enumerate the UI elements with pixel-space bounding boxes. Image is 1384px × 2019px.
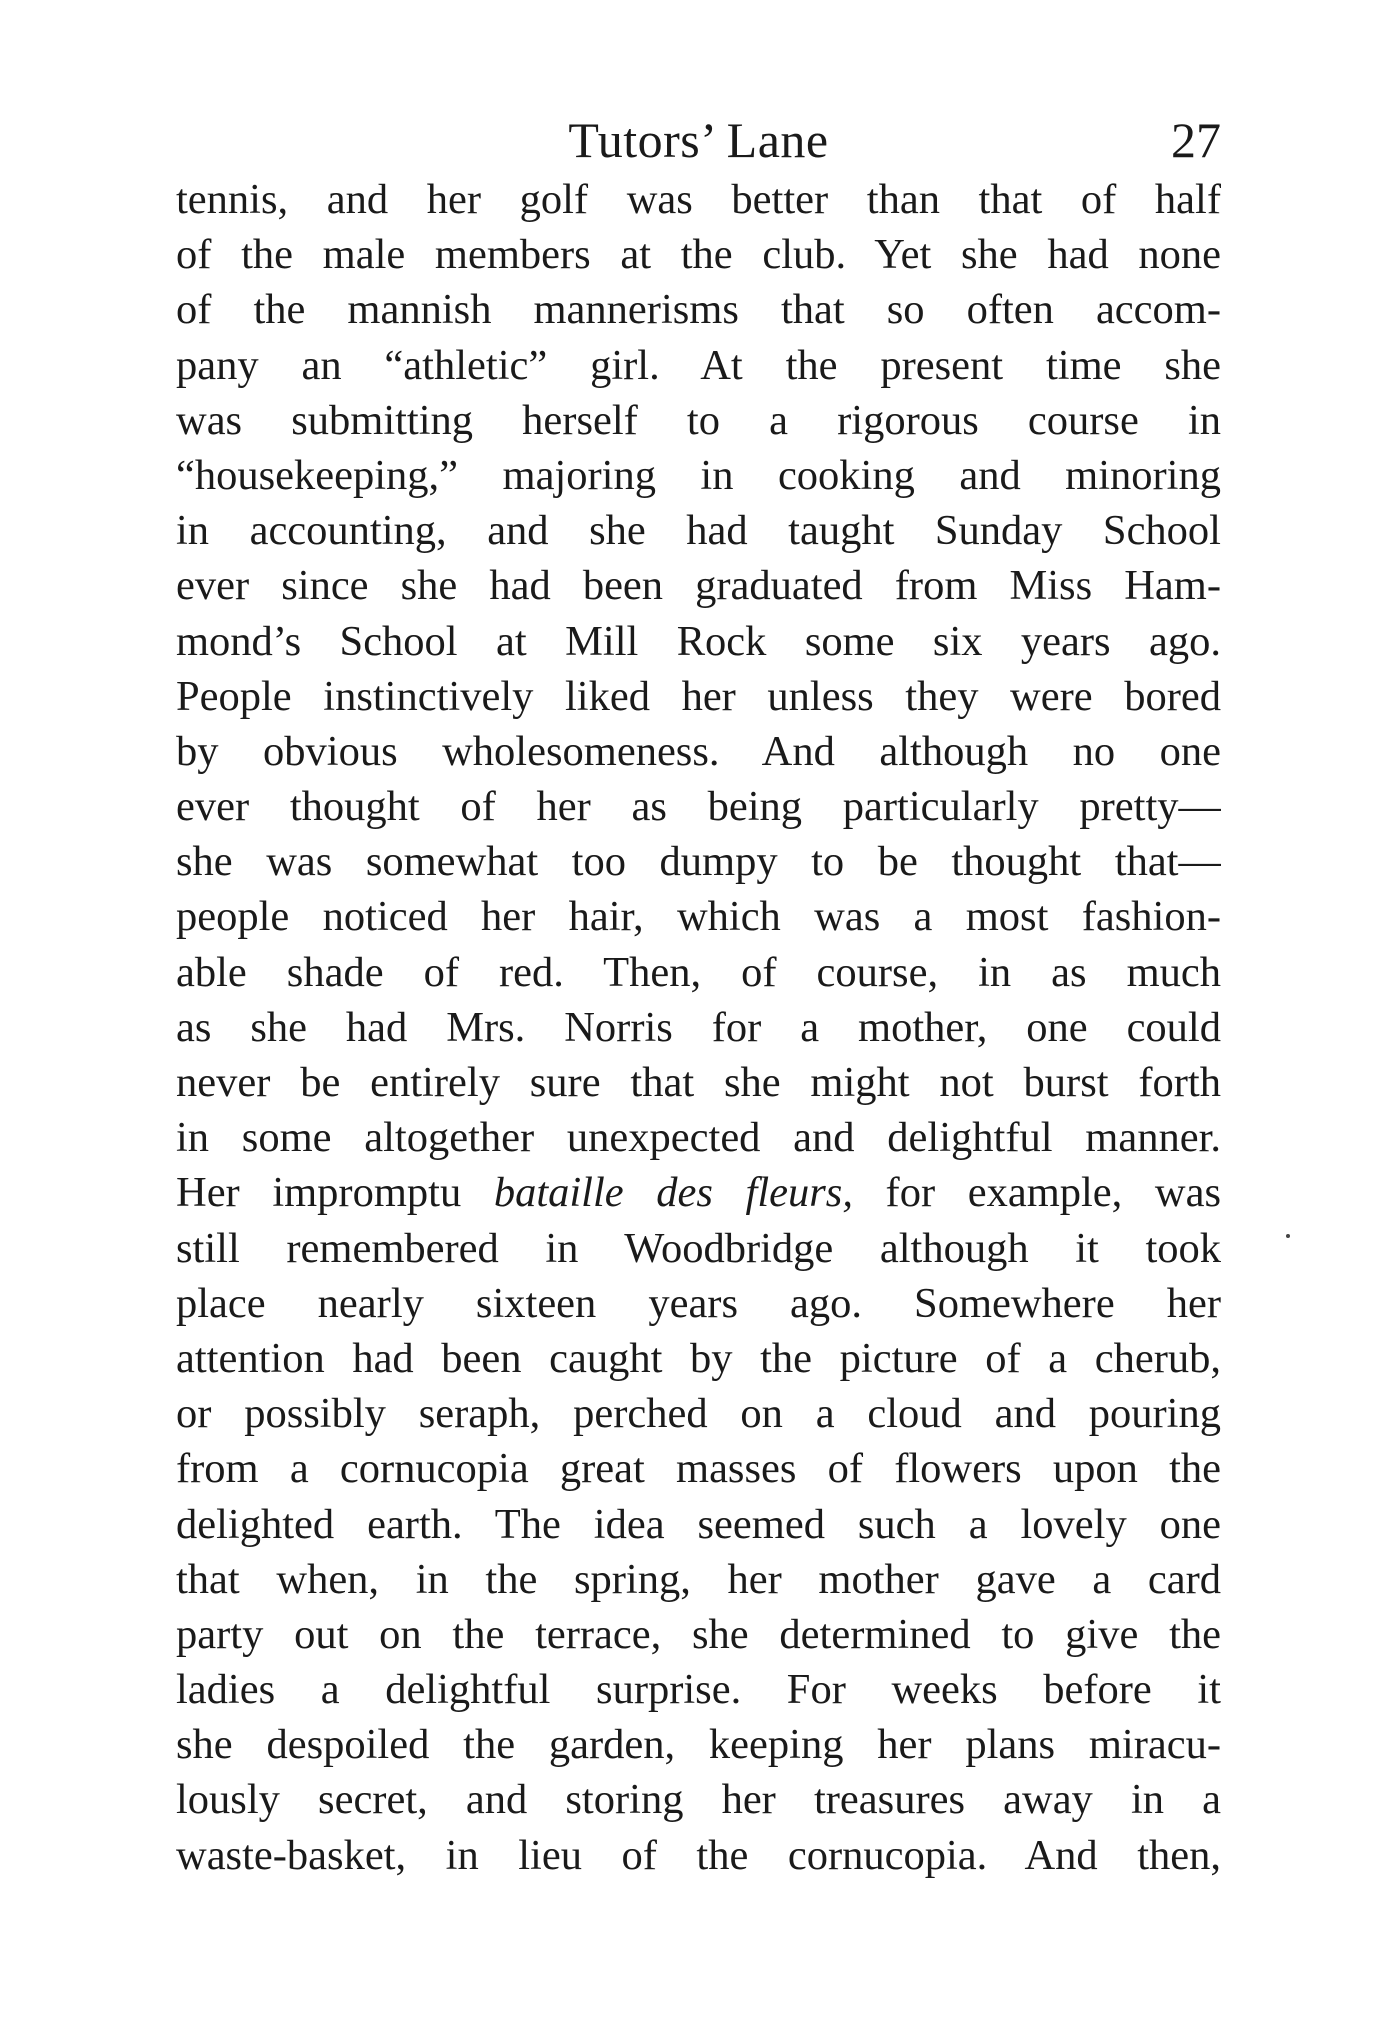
text-line: of the male members at the club. Yet she had none [176, 231, 1221, 279]
running-title: Tutors’ Lane [568, 112, 829, 168]
text-line: from a cornucopia great masses of flowers upon the [176, 1445, 1221, 1493]
text-line: delighted earth. The idea seemed such a lovely one [176, 1500, 1221, 1548]
text-line: was submitting herself to a rigorous course in [176, 396, 1221, 444]
text-line: as she had Mrs. Norris for a mother, one could [176, 1003, 1221, 1051]
text-line: she was somewhat too dumpy to be thought that— [176, 838, 1221, 886]
text-line: waste-basket, in lieu of the cornucopia. And then, [176, 1831, 1221, 1879]
text-line: or possibly seraph, perched on a cloud and pouring [176, 1390, 1221, 1438]
text-line-with-italic [176, 1165, 1221, 1220]
text-line: ladies a delightful surprise. For weeks before it [176, 1666, 1221, 1714]
italic-line-after: for example, was [852, 1169, 1221, 1217]
text-line: of the mannish mannerisms that so often accom- [176, 286, 1221, 334]
body-text [176, 172, 1221, 1883]
italic-line-before: Her impromptu [176, 1169, 494, 1217]
text-line: People instinctively liked her unless they were bored [176, 672, 1221, 720]
text-line: in accounting, and she had taught Sunday School [176, 507, 1221, 555]
text-line: tennis, and her golf was better than that of half [176, 176, 1221, 223]
text-line: never be entirely sure that she might not burst forth [176, 1059, 1221, 1106]
page-number: 27 [1171, 112, 1221, 168]
text-line: ever thought of her as being particularly pretty— [176, 783, 1221, 831]
page-header [176, 105, 1221, 175]
text-line: ever since she had been graduated from Miss Ham- [176, 562, 1221, 610]
text-line: people noticed her hair, which was a most fashion- [176, 893, 1221, 941]
italic-phrase: bataille des fleurs, [493, 1169, 853, 1217]
text-line: able shade of red. Then, of course, in as much [176, 948, 1221, 996]
text-line: by obvious wholesomeness. And although no one [176, 727, 1221, 775]
text-line: attention had been caught by the picture of a cherub, [176, 1334, 1221, 1382]
text-line: in some altogether unexpected and delightful manner. [176, 1114, 1221, 1162]
text-line: mond’s School at Mill Rock some six years ago. [176, 617, 1221, 665]
text-line: “housekeeping,” majoring in cooking and minoring [176, 451, 1221, 499]
text-line: place nearly sixteen years ago. Somewhere her [176, 1279, 1221, 1327]
text-line: she despoiled the garden, keeping her plans miracu- [176, 1721, 1221, 1769]
text-line: pany an “athletic” girl. At the present time she [176, 341, 1221, 389]
text-line: that when, in the spring, her mother gave a card [176, 1555, 1221, 1603]
text-line: party out on the terrace, she determined to give the [176, 1610, 1221, 1658]
text-line: still remembered in Woodbridge although it took [176, 1224, 1221, 1272]
print-speck [1286, 1234, 1290, 1238]
text-line: lously secret, and storing her treasures away in a [176, 1776, 1221, 1824]
